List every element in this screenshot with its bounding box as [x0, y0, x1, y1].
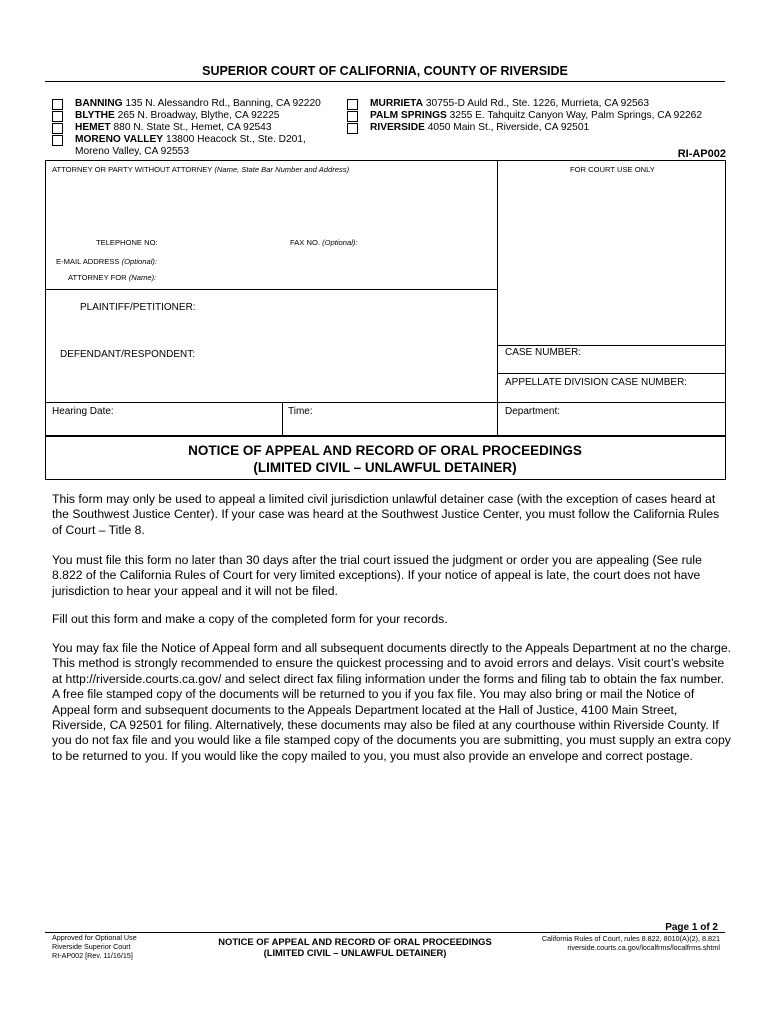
checkbox-moreno-valley[interactable]	[52, 135, 63, 146]
telephone-field[interactable]: TELEPHONE NO:	[96, 238, 158, 247]
defendant-field[interactable]: DEFENDANT/RESPONDENT:	[60, 349, 196, 360]
court-use-label: FOR COURT USE ONLY	[570, 165, 655, 174]
instruction-paragraph-3: Fill out this form and make a copy of the completed form for your records.	[52, 612, 448, 626]
checkbox-blythe[interactable]	[52, 111, 63, 122]
location-murrieta: MURRIETA 30755-D Auld Rd., Ste. 1226, Murrieta, CA 92563	[370, 98, 649, 109]
appellate-case-number-field[interactable]: APPELLATE DIVISION CASE NUMBER:	[505, 377, 688, 388]
checkbox-palm-springs[interactable]	[347, 111, 358, 122]
plaintiff-field[interactable]: PLAINTIFF/PETITIONER:	[80, 302, 196, 313]
location-blythe: BLYTHE 265 N. Broadway, Blythe, CA 92225	[75, 110, 280, 121]
checkbox-murrieta[interactable]	[347, 99, 358, 110]
title-divider	[45, 81, 725, 82]
fax-field[interactable]: FAX NO. (Optional):	[290, 238, 358, 247]
footer-divider	[45, 932, 725, 933]
court-title: SUPERIOR COURT OF CALIFORNIA, COUNTY OF RIVERSIDE	[202, 64, 568, 78]
time-field[interactable]: Time:	[288, 406, 313, 417]
instruction-paragraph-2: You must file this form no later than 30 days after the trial court issued the judgment or order you are appealing (See rule 8.822 of the California Rules of Court for very limited exceptions). If your notice of appeal is late, the court does not have jurisdiction to hear your appeal and it will not be filed.	[52, 553, 702, 598]
notice-title: NOTICE OF APPEAL AND RECORD OF ORAL PROCEEDINGS (LIMITED CIVIL – UNLAWFUL DETAINER)	[188, 443, 582, 475]
footer-right: California Rules of Court, rules 8.822, 8010(A)(2), 8.821 riverside.courts.ca.gov/localfrms/localfrms.shtml	[541, 934, 720, 952]
instruction-paragraph-4: You may fax file the Notice of Appeal form and all subsequent documents directly to the Appeals Department at no the charge. This method is strongly recommended to ensure the quickest processing and to avoid errors and delays. Visit court’s website at http://riverside.courts.ca.gov/ and select direct fax filing information under the forms and filing tab to obtain the fax number. A free file stamped copy of the documents will be returned to you if you fax file. You may also bring or mail the Notice of Appeal form and subsequent documents to the Appeals Department located at the Hall of Justice, 4100 Main Street, Riverside, CA 92501 for filing. Alternatively, these documents may also be filed at any courthouse within Riverside County. If you do not fax file and you would like a file stamped copy of the documents you are submitting, you must supply an extra copy to be returned to you. If you would like the copy mailed to you, you must also provide an envelope and correct postage.	[52, 641, 732, 763]
attorney-field[interactable]: ATTORNEY OR PARTY WITHOUT ATTORNEY (Name, State Bar Number and Address)	[52, 165, 350, 174]
caption-box	[45, 160, 726, 437]
checkbox-banning[interactable]	[52, 99, 63, 110]
page-number: Page 1 of 2	[665, 922, 718, 933]
form-number: RI-AP002	[677, 148, 726, 160]
footer-left: Approved for Optional Use Riverside Superior Court RI-AP002 [Rev. 11/16/15]	[52, 933, 137, 960]
department-field[interactable]: Department:	[505, 406, 561, 417]
footer-title: NOTICE OF APPEAL AND RECORD OF ORAL PROCEEDINGS (LIMITED CIVIL – UNLAWFUL DETAINER)	[218, 936, 492, 958]
hearing-date-field[interactable]: Hearing Date:	[52, 406, 114, 417]
location-moreno-valley: MORENO VALLEY 13800 Heacock St., Ste. D201, Moreno Valley, CA 92553	[75, 134, 306, 157]
location-riverside: RIVERSIDE 4050 Main St., Riverside, CA 92501	[370, 122, 590, 133]
attorney-for-field[interactable]: ATTORNEY FOR (Name):	[68, 273, 157, 282]
checkbox-hemet[interactable]	[52, 123, 63, 134]
location-banning: BANNING 135 N. Alessandro Rd., Banning, CA 92220	[75, 98, 321, 109]
location-palm-springs: PALM SPRINGS 3255 E. Tahquitz Canyon Way, Palm Springs, CA 92262	[370, 110, 703, 121]
checkbox-riverside[interactable]	[347, 123, 358, 134]
instruction-paragraph-1: This form may only be used to appeal a limited civil jurisdiction unlawful detainer case (with the exception of cases heard at the Southwest Justice Center). If your case was heard at the Southwest Justice Center, you must follow the California Rules of Court – Title 8.	[52, 492, 720, 537]
case-number-field[interactable]: CASE NUMBER:	[505, 347, 582, 358]
location-hemet: HEMET 880 N. State St., Hemet, CA 92543	[75, 122, 272, 133]
email-field[interactable]: E-MAIL ADDRESS (Optional):	[56, 257, 158, 266]
